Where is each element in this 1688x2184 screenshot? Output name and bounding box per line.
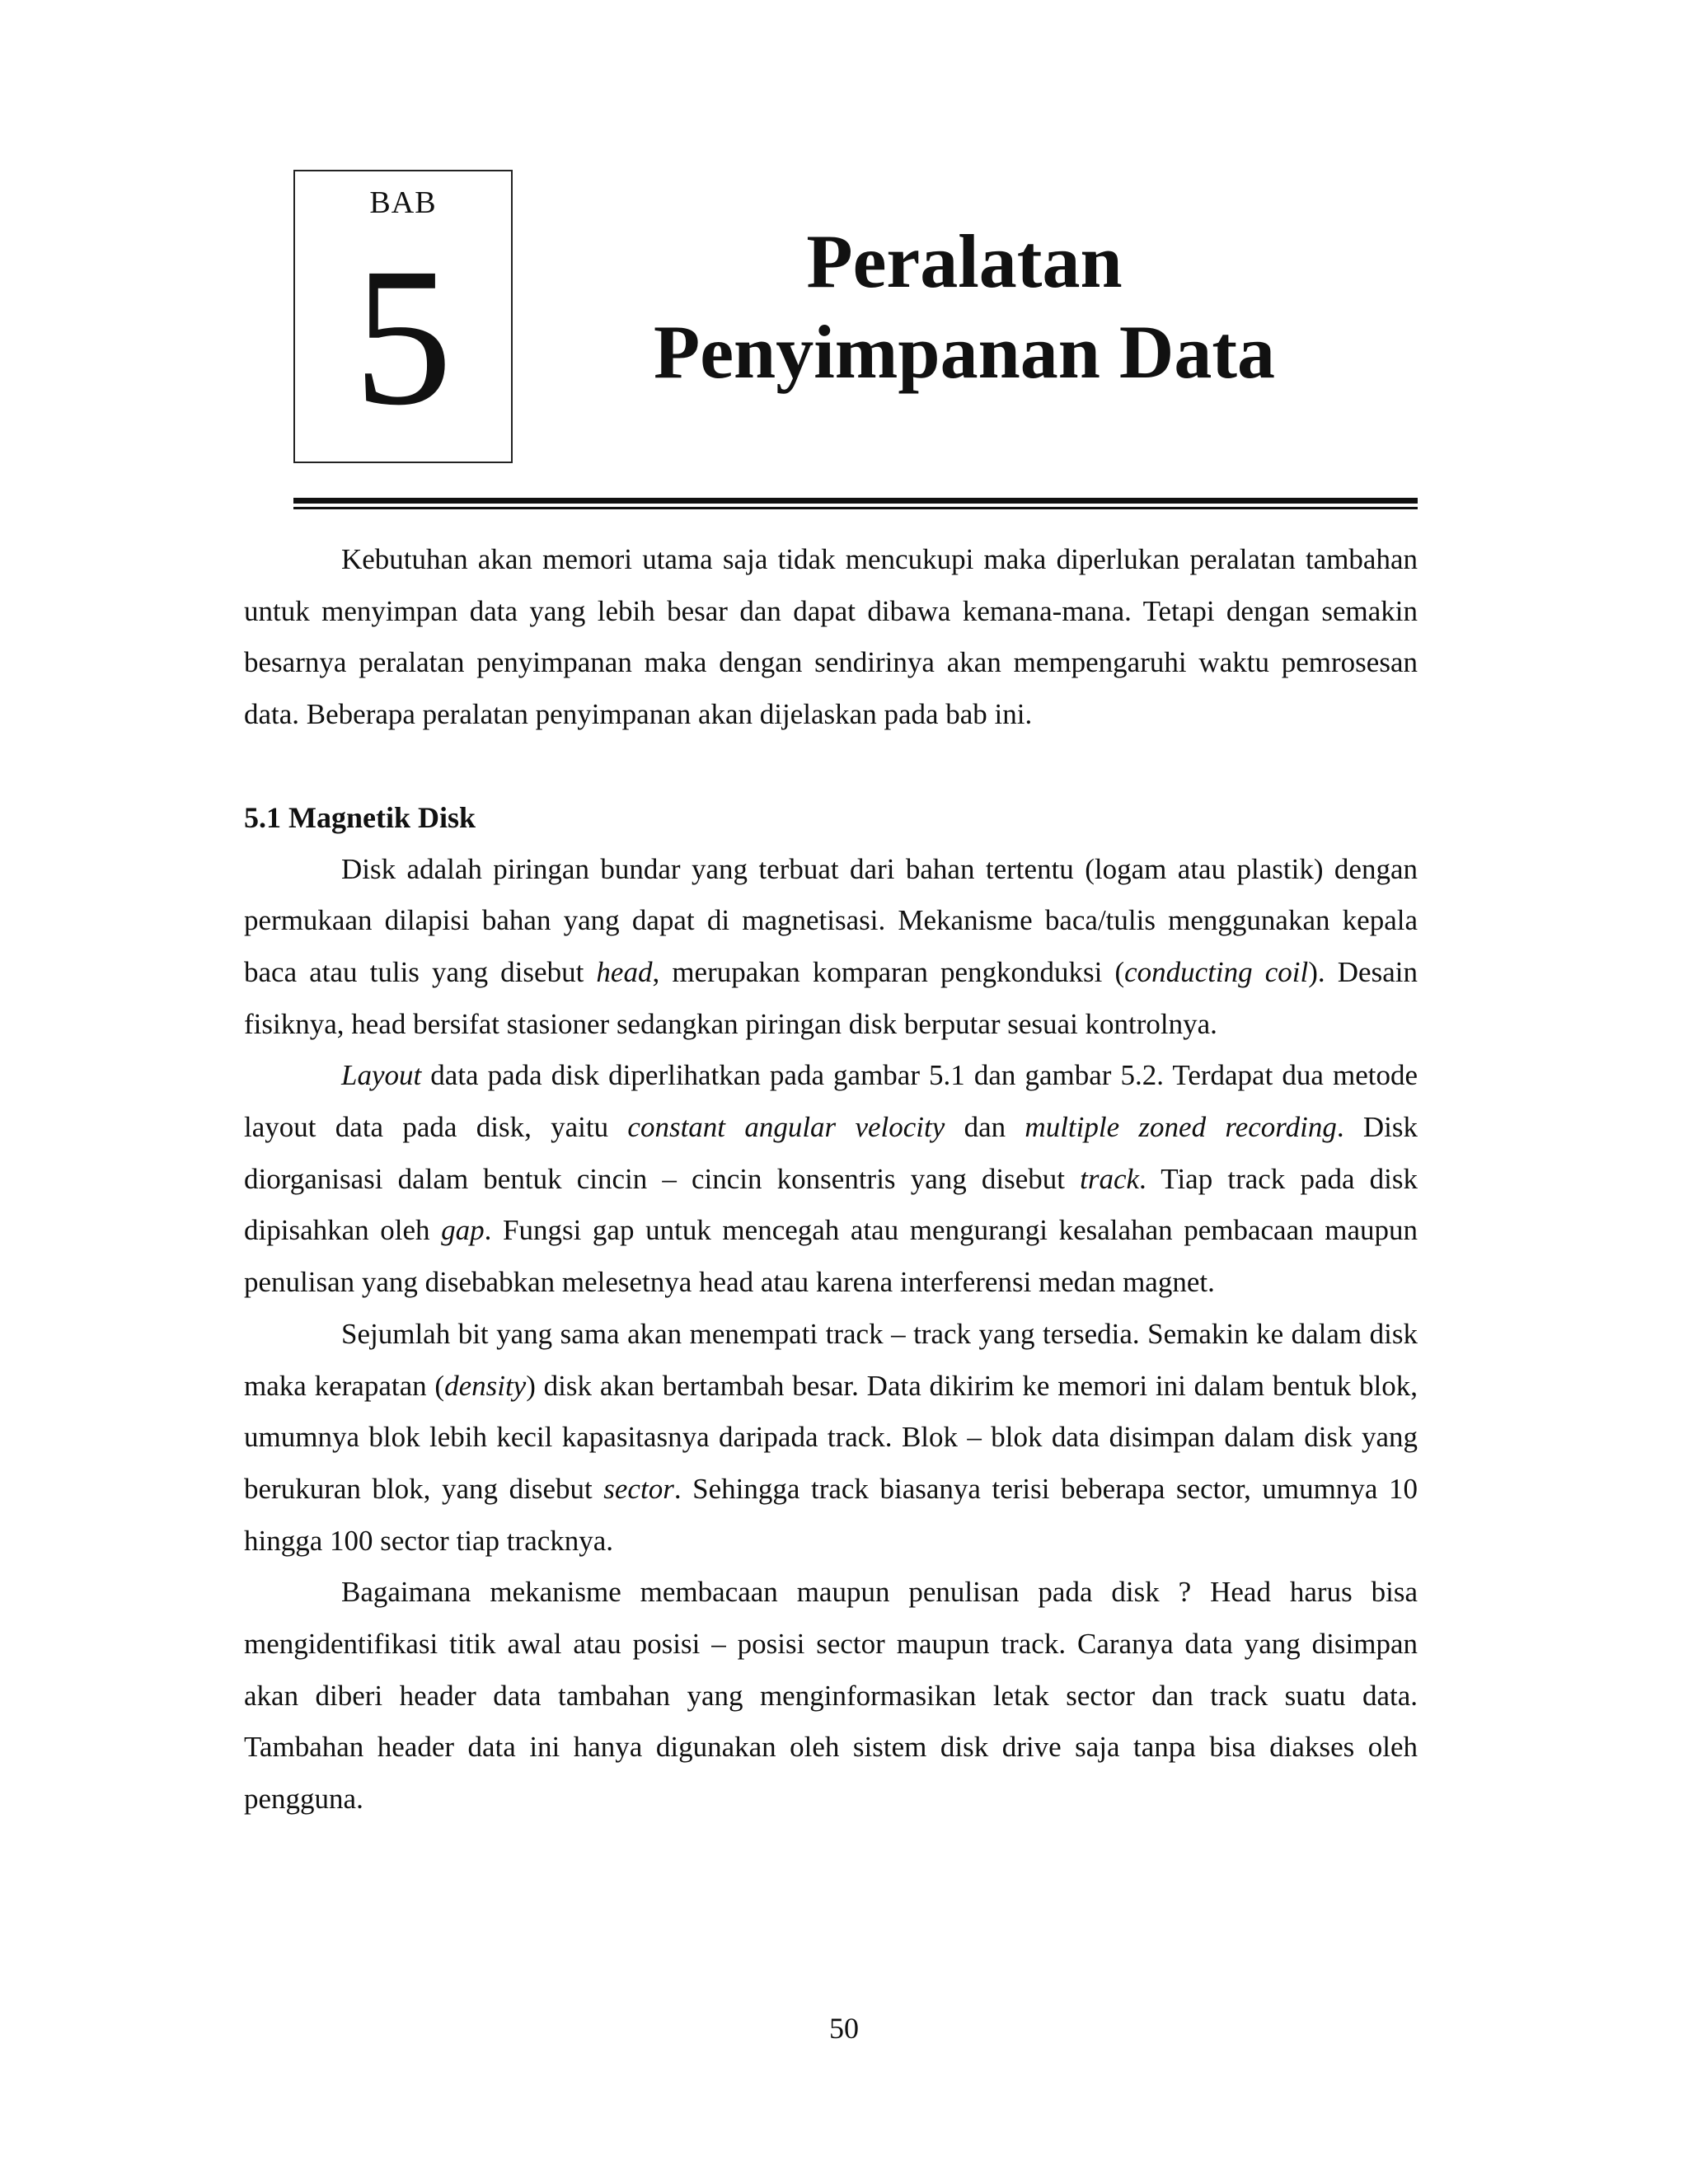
- text-run: . Disk diorganisasi dalam bentuk cincin – cincin konsentris yang disebut: [244, 1111, 1418, 1195]
- text-run: Sejumlah bit yang sama akan menempati track – track yang tersedia. Semakin ke dalam disk maka kerapatan (: [244, 1317, 1418, 1402]
- chapter-title: [577, 216, 1352, 397]
- page-number: 50: [829, 2012, 859, 2045]
- text-run: data pada disk diperlihatkan pada gambar 5.1 dan gambar 5.2. Terdapat dua metode layout data pada disk, yaitu: [244, 1059, 1418, 1144]
- chapter-label: BAB: [369, 185, 437, 220]
- text-run: . Tiap track pada disk dipisahkan oleh: [244, 1162, 1418, 1247]
- term-layout: Layout: [341, 1059, 422, 1092]
- paragraph-density: [244, 1309, 1418, 1568]
- paragraph-layout: [244, 1050, 1418, 1309]
- text-run: ). Desain fisiknya, head bersifat stasioner sedangkan piringan disk berputar sesuai kontrolnya.: [244, 955, 1418, 1040]
- section-heading: 5.1 Magnetik Disk: [244, 800, 476, 834]
- chapter-title-line-2: Penyimpanan Data: [654, 310, 1275, 394]
- paragraph-header: Bagaimana mekanisme membacaan maupun penulisan pada disk ? Head harus bisa mengidentifikasi titik awal atau posisi – posisi sector maupun track. Caranya data yang disimpan akan diberi header data tambahan yang menginformasikan letak sector dan track suatu data. Tambahan header data ini hanya digunakan oleh sistem disk drive saja tanpa bisa diakses oleh pengguna.: [244, 1576, 1418, 1816]
- paragraph-disk-definition: [244, 844, 1418, 1051]
- text-run: Disk adalah piringan bundar yang terbuat dari bahan tertentu (logam atau plastik) dengan permukaan dilapisi bahan yang dapat di magnetisasi. Mekanisme baca/tulis menggunakan kepala baca atau tulis yang disebut: [244, 852, 1418, 988]
- intro-paragraph: Kebutuhan akan memori utama saja tidak mencukupi maka diperlukan peralatan tambahan untuk menyimpan data yang lebih besar dan dapat dibawa kemana-mana. Tetapi dengan semakin besarnya peralatan penyimpanan maka dengan sendirinya akan mempengaruhi waktu pemrosesan data. Beberapa peralatan penyimpanan akan dijelaskan pada bab ini.: [244, 543, 1418, 731]
- text-run: . Fungsi gap untuk mencegah atau mengurangi kesalahan pembacaan maupun penulisan yang disebabkan melesetnya head atau karena interferensi medan magnet.: [244, 1214, 1418, 1299]
- text-run: ) disk akan bertambah besar. Data dikirim ke memori ini dalam bentuk blok, umumnya blok lebih kecil kapasitasnya daripada track. Blok – blok data disimpan dalam disk yang berukuran blok, yang disebut: [244, 1369, 1418, 1505]
- chapter-box: [293, 170, 513, 463]
- term-cav: constant angular velocity: [627, 1111, 945, 1144]
- text-run: . Sehingga track biasanya terisi beberapa sector, umumnya 10 hingga 100 sector tiap tracknya.: [244, 1472, 1418, 1557]
- term-mzr: multiple zoned recording: [1025, 1111, 1337, 1144]
- term-gap: gap: [441, 1214, 485, 1247]
- text-run: , merupakan komparan pengkonduksi (: [652, 955, 1125, 988]
- term-track: track: [1080, 1162, 1140, 1195]
- title-divider-thin: [293, 507, 1418, 509]
- title-divider-thick: [293, 498, 1418, 504]
- term-conducting-coil: conducting coil: [1124, 955, 1309, 988]
- chapter-number: 5: [354, 227, 452, 446]
- text-run: dan: [945, 1111, 1025, 1144]
- term-density: density: [444, 1369, 527, 1402]
- chapter-title-line-1: Peralatan: [806, 219, 1123, 303]
- body-content: [244, 534, 1418, 1825]
- term-sector: sector: [603, 1472, 674, 1505]
- term-head: head: [596, 955, 653, 988]
